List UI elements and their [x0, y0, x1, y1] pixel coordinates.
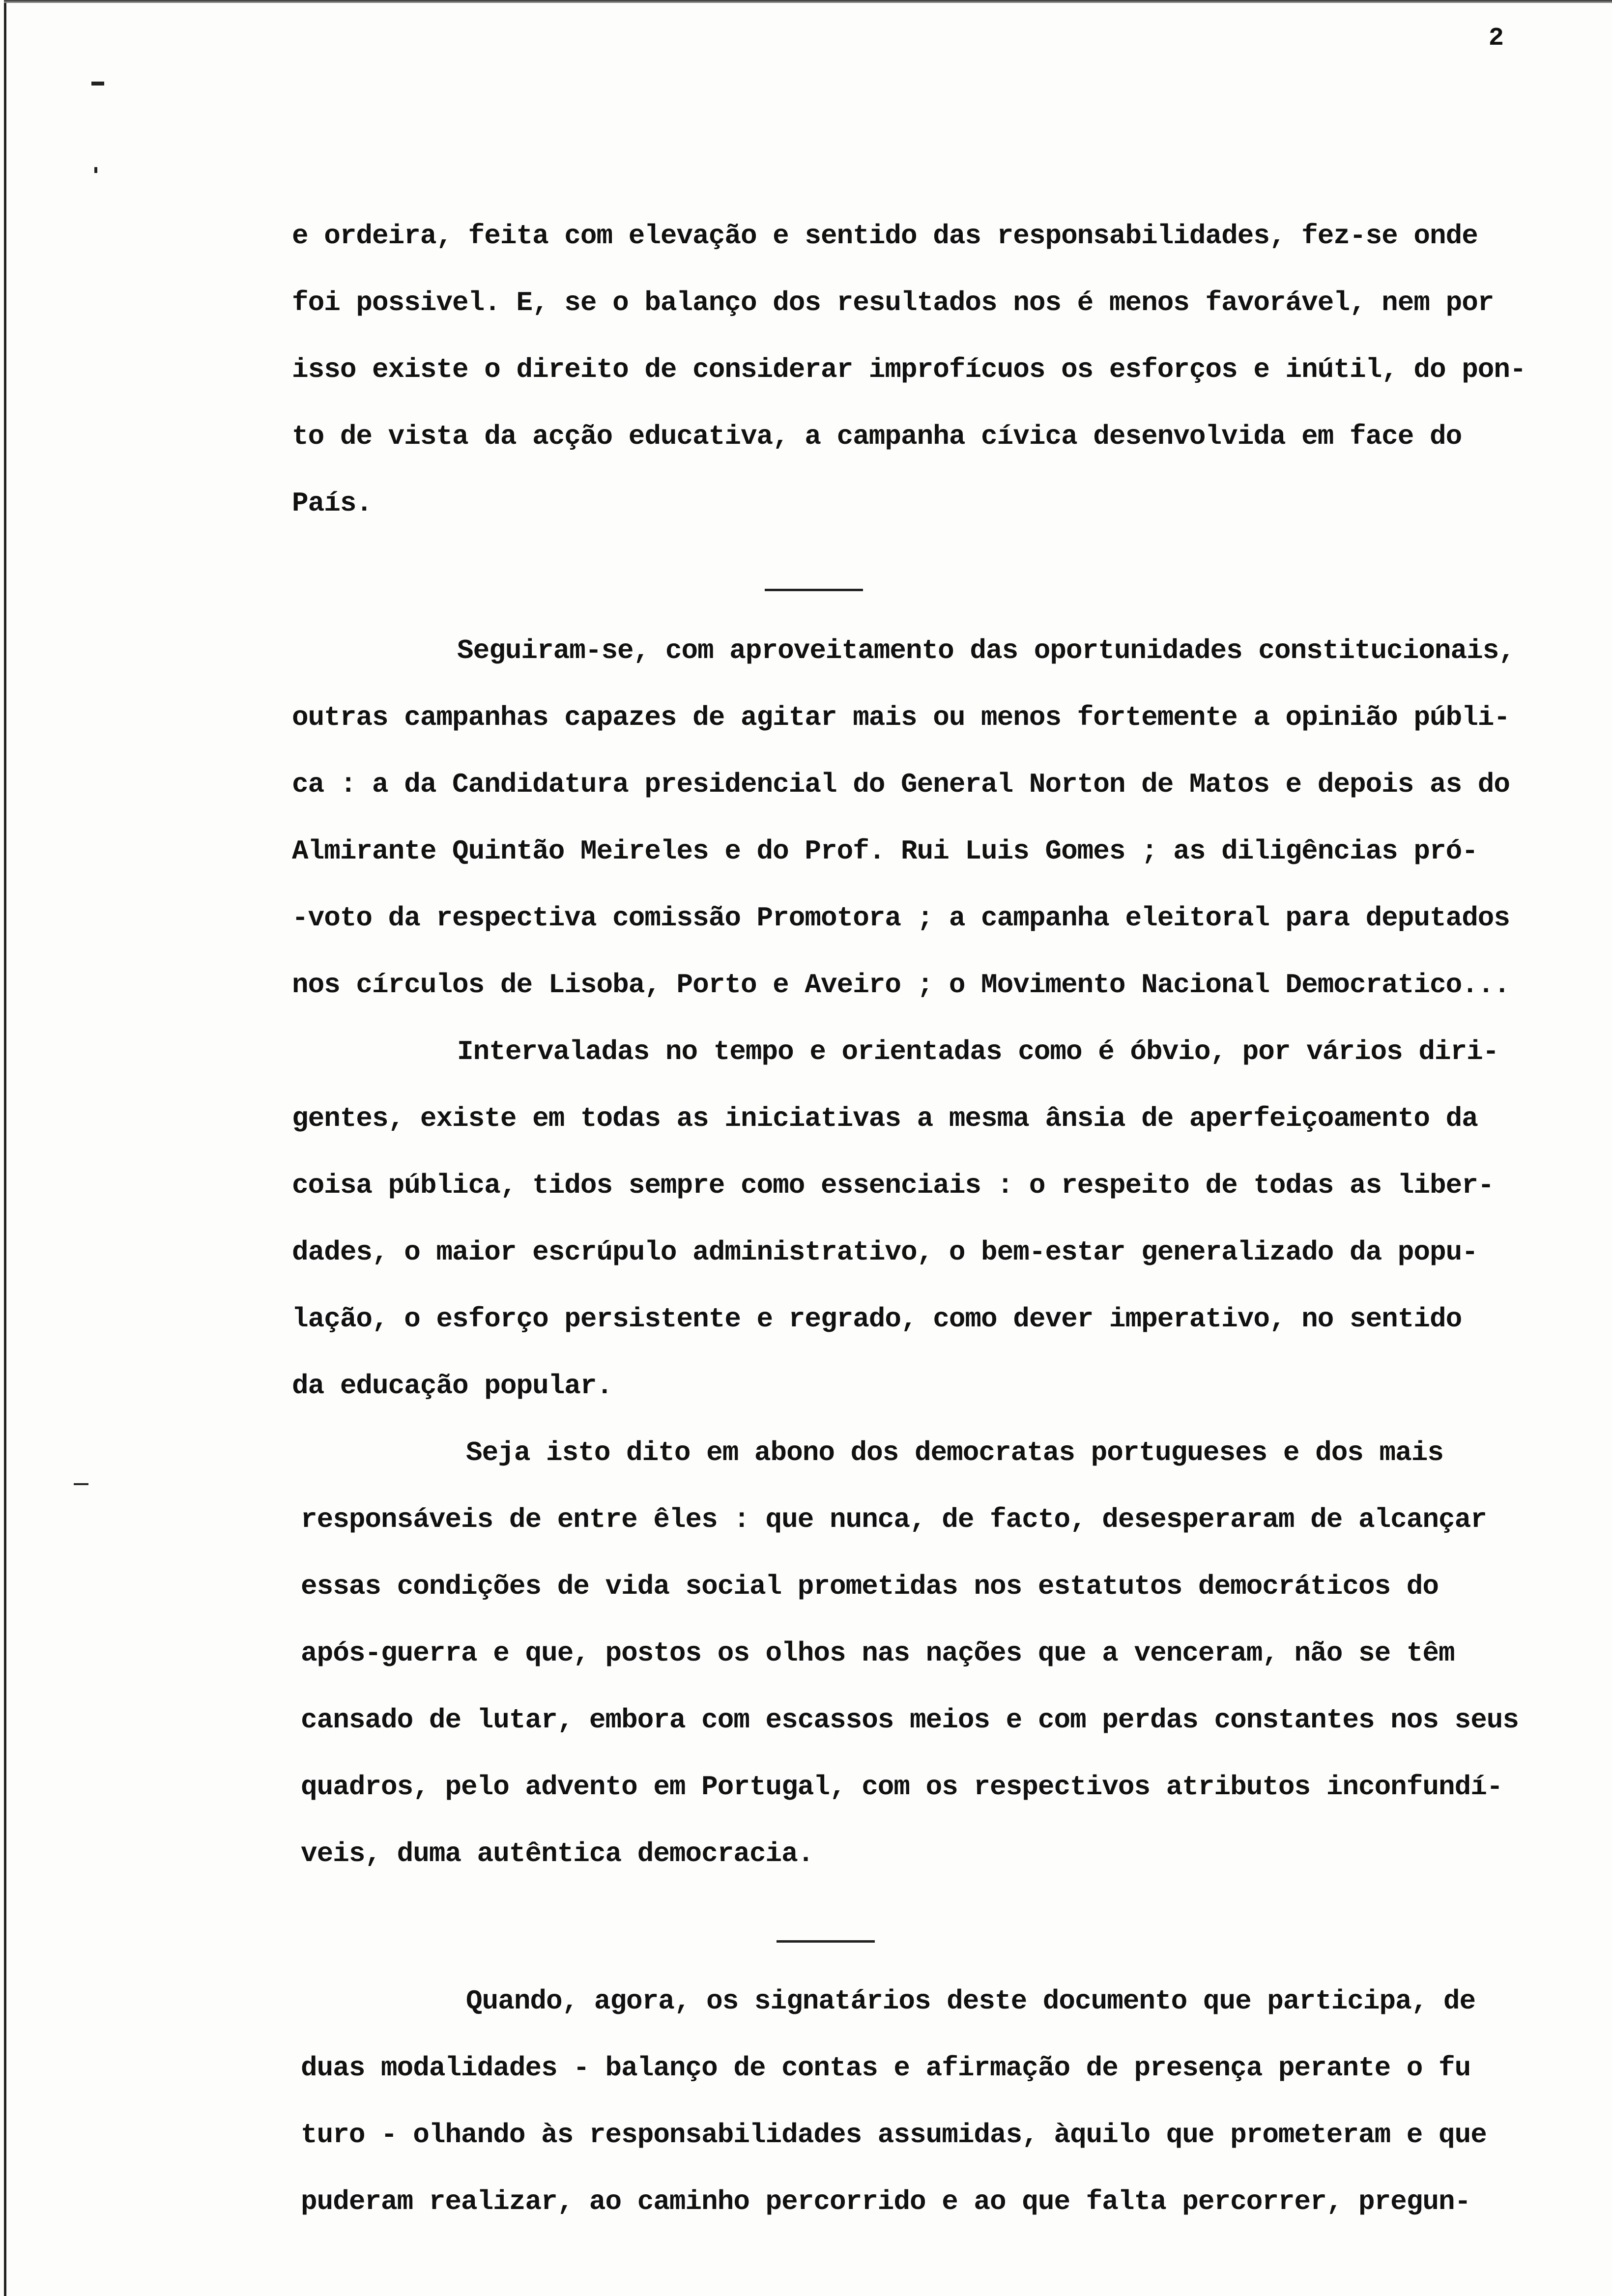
margin-mark: [94, 167, 97, 173]
text-line: essas condições de vida social prometidas nos estatutos democráticos do: [301, 1571, 1439, 1602]
text-line: to de vista da acção educativa, a campanha cívica desenvolvida em face do: [292, 421, 1462, 452]
paragraph-1: [292, 202, 1550, 537]
paragraph-2: [292, 617, 1550, 1018]
paragraph-5: [301, 1968, 1559, 2235]
text-line: Seguiram-se, com aproveitamento das oportunidades constitucionais,: [457, 635, 1515, 666]
text-line: outras campanhas capazes de agitar mais ou menos fortemente a opinião públi-: [292, 702, 1510, 733]
text-line: lação, o esforço persistente e regrado, como dever imperativo, no sentido: [292, 1303, 1462, 1335]
text-line: foi possivel. E, se o balanço dos resultados nos é menos favorável, nem por: [292, 287, 1494, 318]
text-line: e ordeira, feita com elevação e sentido das responsabilidades, fez-se onde: [292, 220, 1478, 252]
text-line: cansado de lutar, embora com escassos meios e com perdas constantes nos seus: [301, 1704, 1519, 1736]
page-edge-left: [4, 0, 6, 2296]
text-line: -voto da respectiva comissão Promotora ; a campanha eleitoral para deputados: [292, 902, 1510, 934]
paragraph-3: [292, 1018, 1550, 1419]
text-line: veis, duma autêntica democracia.: [301, 1838, 814, 1869]
text-line: Almirante Quintão Meireles e do Prof. Rui Luis Gomes ; as diligências pró-: [292, 835, 1478, 867]
text-line: da educação popular.: [292, 1370, 613, 1402]
text-line: Intervaladas no tempo e orientadas como é óbvio, por vários diri-: [457, 1036, 1499, 1067]
margin-mark: [74, 1483, 88, 1485]
margin-mark: [91, 82, 104, 86]
text-line: isso existe o direito de considerar improfícuos os esforços e inútil, do pon-: [292, 354, 1526, 385]
text-line: turo - olhando às responsabilidades assumidas, àquilo que prometeram e que: [301, 2119, 1487, 2151]
section-separator: [777, 1940, 875, 1943]
text-line: ca : a da Candidatura presidencial do General Norton de Matos e depois as do: [292, 769, 1510, 800]
text-line: puderam realizar, ao caminho percorrido e ao que falta percorrer, pregun-: [301, 2186, 1471, 2217]
text-line: Seja isto dito em abono dos democratas portugueses e dos mais: [466, 1437, 1443, 1468]
text-line: gentes, existe em todas as iniciativas a mesma ânsia de aperfeiçoamento da: [292, 1103, 1478, 1134]
section-separator: [765, 589, 863, 591]
text-line: País.: [292, 488, 373, 519]
text-line: dades, o maior escrúpulo administrativo, o bem-estar generalizado da popu-: [292, 1236, 1478, 1268]
text-line: Quando, agora, os signatários deste documento que participa, de: [466, 1985, 1476, 2017]
text-line: duas modalidades - balanço de contas e afirmação de presença perante o fu: [301, 2052, 1471, 2084]
text-line: coisa pública, tidos sempre como essenciais : o respeito de todas as liber-: [292, 1170, 1494, 1201]
text-line: após-guerra e que, postos os olhos nas nações que a venceram, não se têm: [301, 1637, 1455, 1669]
text-line: responsáveis de entre êles : que nunca, de facto, desesperaram de alcançar: [301, 1504, 1487, 1535]
page-number: 2: [1488, 24, 1504, 53]
paragraph-4: [301, 1419, 1559, 1887]
text-line: quadros, pelo advento em Portugal, com os respectivos atributos inconfundí-: [301, 1771, 1503, 1803]
page-edge-top: [4, 0, 1612, 3]
text-line: nos círculos de Lisoba, Porto e Aveiro ; o Movimento Nacional Democratico...: [292, 969, 1510, 1001]
